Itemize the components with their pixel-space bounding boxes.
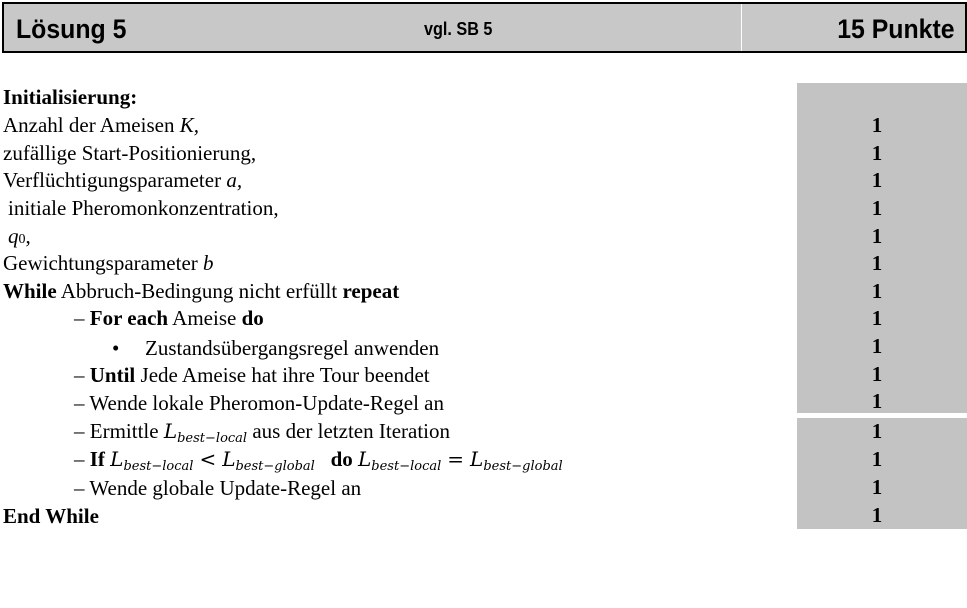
- score-transition-rule: 1: [871, 334, 883, 358]
- score-pheromone: 1: [871, 196, 883, 220]
- line-global-update: – Wende globale Update-Regel an: [74, 476, 362, 500]
- line-for-each: – For each Ameise do: [74, 306, 264, 330]
- score-if: 1: [871, 447, 883, 471]
- solution-header: [2, 2, 967, 53]
- line-local-update: – Wende lokale Pheromon-Update-Regel an: [74, 391, 444, 415]
- solution-title: Lösung 5: [16, 14, 127, 44]
- total-points: 15 Punkte: [837, 14, 955, 44]
- line-ants: Anzahl der Ameisen K,: [3, 113, 199, 137]
- line-evaporation: Verflüchtigungsparameter a,: [3, 168, 243, 192]
- line-determine: – Ermittle $L_{best-local}$ aus der letzten Iteration: [74, 419, 450, 446]
- score-start-positioning: 1: [871, 141, 883, 165]
- line-q0: q0,: [8, 224, 31, 248]
- line-while: While Abbruch-Bedingung nicht erfüllt repeat: [3, 279, 400, 303]
- score-global-update: 1: [871, 475, 883, 499]
- line-if: – If $L_{best-local} < L_{best-global}$ do $L_{best-local} = L_{best-global}$: [74, 447, 563, 474]
- score-end-while: 1: [871, 503, 883, 527]
- score-weighting: 1: [871, 251, 883, 275]
- score-evaporation: 1: [871, 168, 883, 192]
- score-until: 1: [871, 362, 883, 386]
- reference-label: vgl. SB 5: [424, 19, 493, 39]
- line-end-while: End While: [3, 504, 99, 528]
- score-ants: 1: [871, 113, 883, 137]
- bullet-icon: •: [112, 336, 120, 360]
- score-for-each: 1: [871, 306, 883, 330]
- score-while: 1: [871, 279, 883, 303]
- score-local-update: 1: [871, 389, 883, 413]
- line-weighting: Gewichtungsparameter b: [3, 251, 214, 275]
- init-heading: Initialisierung:: [3, 85, 138, 109]
- line-until: – Until Jede Ameise hat ihre Tour beendet: [74, 363, 430, 387]
- line-start-positioning: zufällige Start-Positionierung,: [3, 141, 257, 165]
- line-transition-rule: • Zustandsübergangsregel anwenden: [112, 336, 440, 360]
- header-divider: [741, 4, 742, 51]
- score-determine: 1: [871, 419, 883, 443]
- score-q0: 1: [871, 224, 883, 248]
- line-pheromone: initiale Pheromonkonzentration,: [8, 196, 279, 220]
